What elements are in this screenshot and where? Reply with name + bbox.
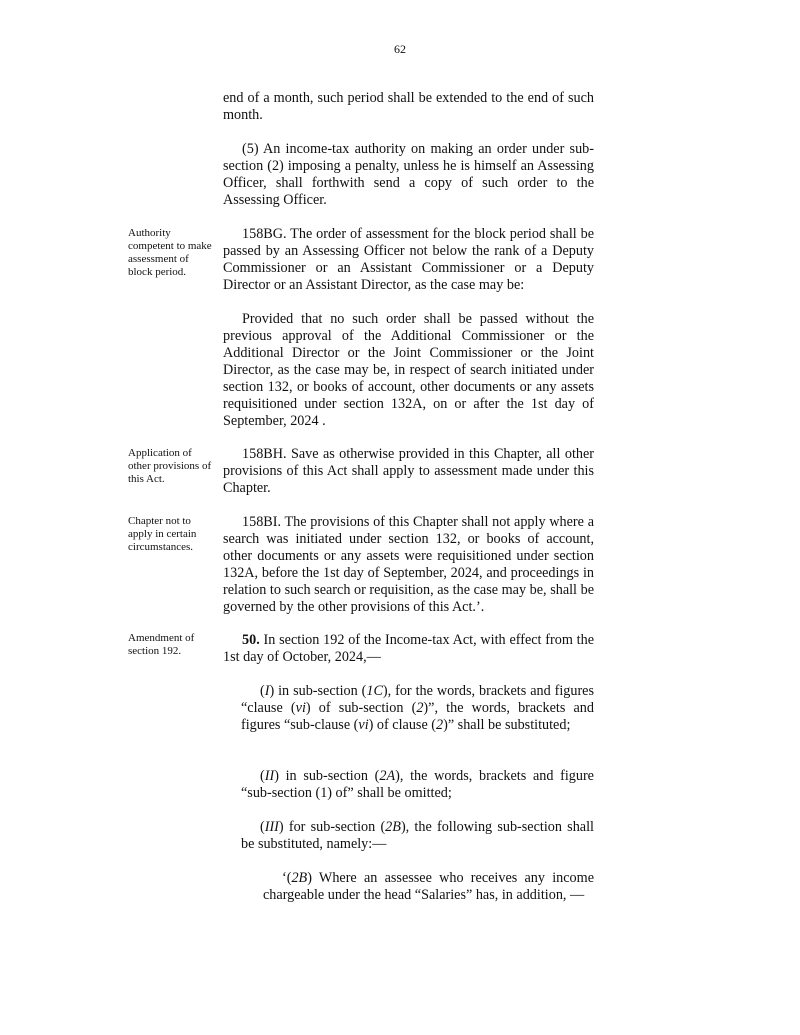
proviso-paragraph: Provided that no such order shall be passed without the previous approval of the Additional Commissioner or the Additional Director or the Joint Commissioner or the Joint Director, as the case may be, in respect of search initiated under section 132, or books of account, other documents or any assets requisitioned under section 132A, on or after the 1st day of September, 2024 . xyxy=(223,311,594,429)
clause-i-text-6: )” shall be substituted; xyxy=(443,717,571,733)
continuation-paragraph: end of a month, such period shall be extended to the end of such month. xyxy=(223,90,594,123)
clause-iii-text-2: ), the following sub-section shall be substituted, namely:— xyxy=(241,819,594,852)
clause-iii-paragraph xyxy=(241,819,594,853)
clause-iii-ref-1: 2B xyxy=(385,819,401,835)
clause-iii-open: ( xyxy=(260,819,265,835)
clause-i-open: ( xyxy=(260,683,265,699)
clause-i-text-1: ) in sub-section ( xyxy=(269,683,367,699)
subsection-2b-ref: 2B xyxy=(291,870,308,886)
clause-iii-number: III xyxy=(264,819,279,835)
section-158bg-paragraph: 158BG. The order of assessment for the block period shall be passed by an Assessing Officer not below the rank of a Deputy Commissioner or an Assistant Commissioner or a Deputy Director or an Assistant Director, as the case may be: xyxy=(223,226,594,293)
subsection-2b-open: ‘( xyxy=(282,870,292,886)
margin-note-158bg: Authority competent to make assessment of block period. xyxy=(128,227,212,278)
clause-ii-paragraph xyxy=(241,768,594,802)
clause-ii-open: ( xyxy=(260,768,265,784)
clause-i-text-3: ) of sub-section ( xyxy=(305,700,417,716)
section-50-paragraph xyxy=(223,632,594,666)
margin-note-section-50: Amendment of section 192. xyxy=(128,632,195,657)
clause-iii-text-1: ) for sub-section ( xyxy=(278,819,386,835)
clause-i-ref-3: 2 xyxy=(416,700,424,716)
clause-i-paragraph xyxy=(241,683,594,734)
clause-ii-text-2: ), the words, brackets and figure “sub-section (1) of” shall be omitted; xyxy=(241,768,594,801)
clause-i-ref-4: vi xyxy=(358,717,369,733)
clause-ii-text-1: ) in sub-section ( xyxy=(274,768,380,784)
clause-i-text-4: )”, the words, brackets and figures “sub-clause ( xyxy=(241,700,594,733)
clause-i-number: I xyxy=(264,683,270,699)
section-50-text: In section 192 of the Income-tax Act, with effect from the 1st day of October, 2024,— xyxy=(223,632,594,665)
clause-i-ref-1: 1C xyxy=(366,683,383,699)
subsection-5-paragraph: (5) An income-tax authority on making an order under sub-section (2) imposing a penalty, unless he is himself an Assessing Officer, shall forthwith send a copy of such order to the Assessing Officer. xyxy=(223,141,594,208)
clause-ii-number: II xyxy=(264,768,275,784)
section-50-number: 50. xyxy=(242,632,260,648)
clause-i-ref-2: vi xyxy=(295,700,306,716)
section-158bh-paragraph: 158BH. Save as otherwise provided in this Chapter, all other provisions of this Act shall apply to assessment made under this Chapter. xyxy=(223,446,594,496)
subsection-2b-paragraph xyxy=(263,870,594,904)
page-number: 62 xyxy=(394,42,406,56)
margin-note-158bi: Chapter not to apply in certain circumstances. xyxy=(128,515,197,553)
clause-i-text-5: ) of clause ( xyxy=(368,717,437,733)
clause-i-ref-5: 2 xyxy=(436,717,444,733)
clause-i-text-2: ), for the words, brackets and figures “clause ( xyxy=(241,683,594,716)
section-158bi-paragraph: 158BI. The provisions of this Chapter shall not apply where a search was initiated under section 132, or books of account, other documents or any assets were requisitioned under section 132A, before the 1st day of September, 2024, and proceedings in relation to such search or requisition, as the case may be, shall be governed by the other provisions of this Act.’. xyxy=(223,514,594,615)
clause-ii-ref-1: 2A xyxy=(379,768,396,784)
margin-note-158bh: Application of other provisions of this Act. xyxy=(128,447,212,485)
subsection-2b-text: ) Where an assessee who receives any income chargeable under the head “Salaries” has, in addition, — xyxy=(263,870,594,903)
